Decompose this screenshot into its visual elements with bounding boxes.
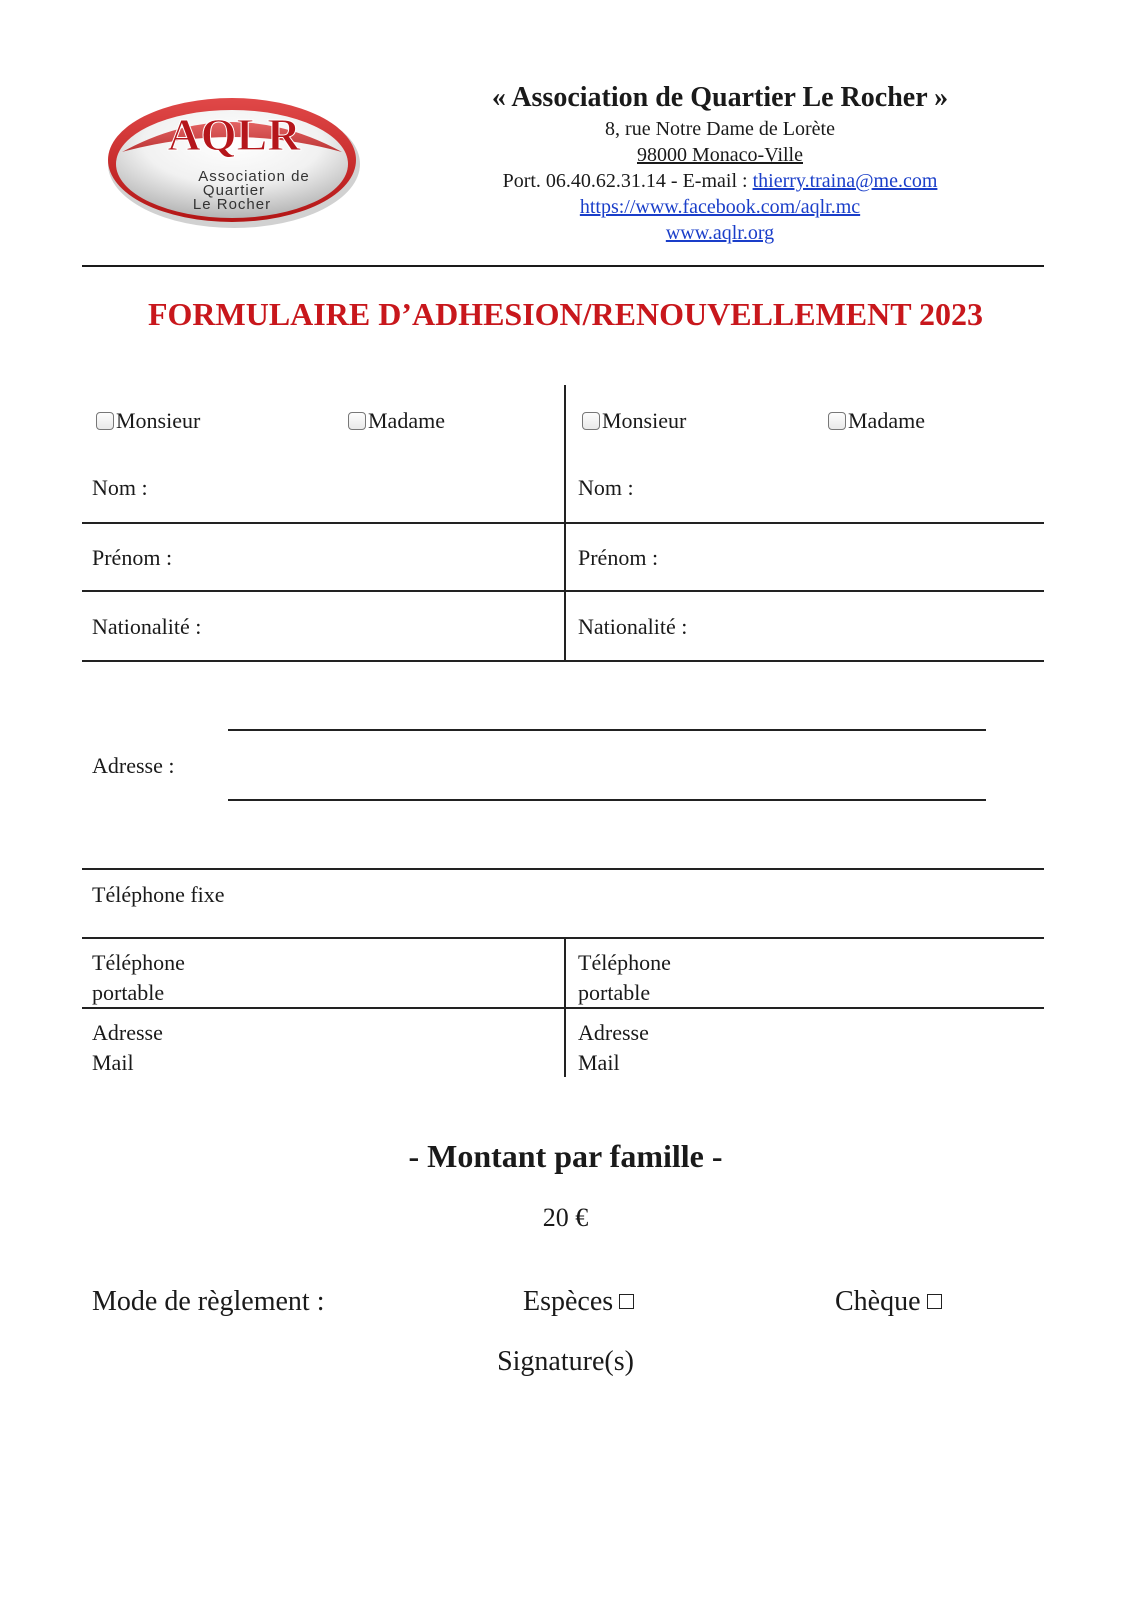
email-link[interactable]: thierry.traina@me.com bbox=[752, 170, 938, 192]
aqlr-logo bbox=[104, 92, 364, 232]
address-line-1: 8, rue Notre Dame de Lorète bbox=[605, 118, 835, 140]
left-prenom-label: Prénom : bbox=[92, 545, 173, 570]
row-divider bbox=[82, 660, 1044, 662]
address-writing-line bbox=[228, 799, 986, 801]
column-divider-bottom bbox=[564, 937, 566, 1077]
checkbox[interactable] bbox=[582, 412, 600, 430]
payment-cheque-option[interactable]: Chèque bbox=[835, 1286, 942, 1318]
row-divider bbox=[82, 1007, 1044, 1009]
row-divider bbox=[82, 522, 1044, 524]
right-option-monsieur[interactable]: Monsieur bbox=[582, 408, 686, 434]
contact-line bbox=[440, 168, 1000, 194]
adresse-label: Adresse : bbox=[92, 753, 175, 778]
logo-tagline-3: Le Rocher bbox=[192, 196, 272, 213]
form-title: FORMULAIRE D’ADHESION/RENOUVELLEMENT 2023 bbox=[147, 296, 984, 332]
facebook-link[interactable]: https://www.facebook.com/aqlr.mc bbox=[579, 196, 861, 218]
cash-checkbox[interactable] bbox=[619, 1294, 634, 1309]
row-divider bbox=[82, 590, 1044, 592]
payment-mode-label: Mode de règlement : bbox=[92, 1286, 325, 1317]
telephone-fixe-label: Téléphone fixe bbox=[92, 882, 225, 907]
postal-address: 98000 Monaco-Ville bbox=[637, 144, 803, 166]
right-option-madame[interactable]: Madame bbox=[828, 408, 925, 434]
left-tel-portable-label: Téléphone portable bbox=[92, 950, 185, 1005]
facebook-line bbox=[440, 194, 1000, 220]
right-nom-label: Nom : bbox=[578, 475, 634, 500]
address-writing-line bbox=[228, 729, 986, 731]
address-line-2 bbox=[440, 142, 1000, 168]
logo-tagline-1: Association de bbox=[198, 168, 310, 185]
right-tel-portable-label: Téléphone portable bbox=[578, 950, 671, 1005]
left-nom-label: Nom : bbox=[92, 475, 148, 500]
row-divider bbox=[82, 868, 1044, 870]
right-mail-label: Adresse Mail bbox=[578, 1020, 649, 1075]
row-divider bbox=[82, 937, 1044, 939]
checkbox[interactable] bbox=[96, 412, 114, 430]
right-nationalite-label: Nationalité : bbox=[578, 614, 688, 639]
cheque-checkbox[interactable] bbox=[927, 1294, 942, 1309]
checkbox[interactable] bbox=[828, 412, 846, 430]
logo-tagline-2: Quartier bbox=[202, 182, 266, 199]
website-link[interactable]: www.aqlr.org bbox=[665, 222, 775, 244]
right-prenom-label: Prénom : bbox=[578, 545, 659, 570]
left-mail-label: Adresse Mail bbox=[92, 1020, 163, 1075]
organization-name: « Association de Quartier Le Rocher » bbox=[491, 82, 949, 113]
amount-value: 20 € bbox=[542, 1203, 589, 1232]
left-option-monsieur[interactable]: Monsieur bbox=[96, 408, 200, 434]
checkbox[interactable] bbox=[348, 412, 366, 430]
signature-label: Signature(s) bbox=[497, 1346, 634, 1377]
header-divider bbox=[82, 265, 1044, 267]
left-option-madame[interactable]: Madame bbox=[348, 408, 445, 434]
left-nationalite-label: Nationalité : bbox=[92, 614, 202, 639]
amount-title: - Montant par famille - bbox=[408, 1138, 723, 1174]
logo-letters: AQLR bbox=[167, 109, 301, 160]
website-line bbox=[440, 220, 1000, 246]
payment-cash-option[interactable]: Espèces bbox=[523, 1286, 634, 1318]
phone-text: Port. 06.40.62.31.14 - E-mail : bbox=[502, 170, 753, 192]
